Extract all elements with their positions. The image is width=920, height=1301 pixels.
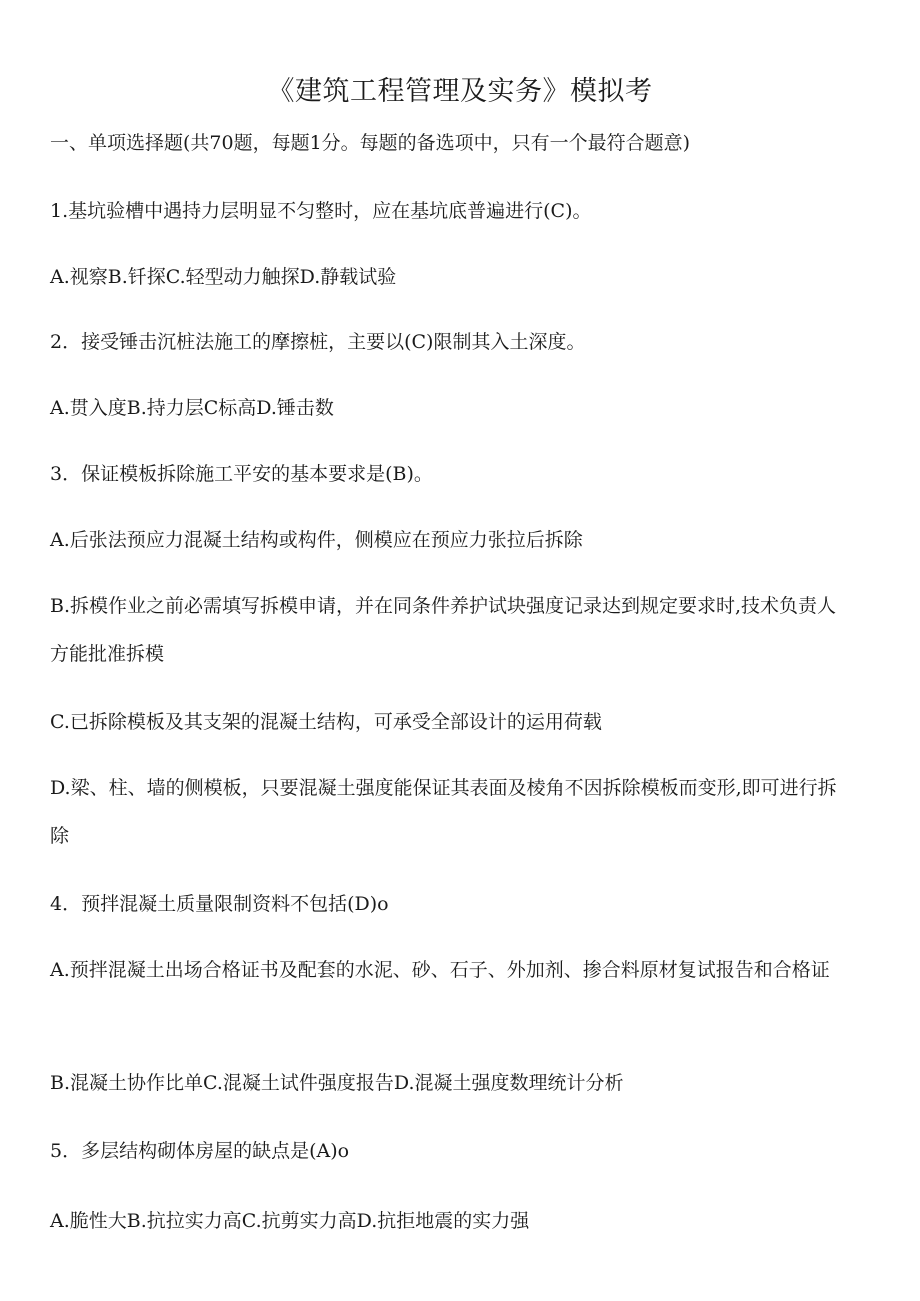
question-5: 5．多层结构砌体房屋的缺点是(A)o xyxy=(50,1140,350,1162)
question-3-option-a: A.后张法预应力混凝土结构或构件，侧模应在预应力张拉后拆除 xyxy=(50,529,583,551)
section-heading: 一、单项选择题(共70题，每题1分。每题的备选项中，只有一个最符合题意) xyxy=(50,132,691,154)
question-5-options: A.脆性大B.抗拉实力高C.抗剪实力高D.抗拒地震的实力强 xyxy=(50,1210,530,1232)
question-3-option-b: B.拆模作业之前必需填写拆模申请，并在同条件养护试块强度记录达到规定要求时,技术负责人方能批准拆模 xyxy=(50,595,837,665)
document-title: 《建筑工程管理及实务》模拟考 xyxy=(267,76,653,107)
question-2: 2．接受锤击沉桩法施工的摩擦桩，主要以(C)限制其入土深度。 xyxy=(50,331,586,353)
question-3: 3．保证模板拆除施工平安的基本要求是(B)。 xyxy=(50,463,433,485)
question-3-option-d: D.梁、柱、墙的侧模板，只要混凝土强度能保证其表面及棱角不因拆除模板而变形,即可进行拆除 xyxy=(50,777,837,847)
question-4-options-bcd: B.混凝土协作比单C.混凝土试件强度报告D.混凝土强度数理统计分析 xyxy=(50,1072,624,1094)
question-3-option-c: C.已拆除模板及其支架的混凝土结构，可承受全部设计的运用荷载 xyxy=(50,711,602,733)
question-4-option-a: A.预拌混凝土出场合格证书及配套的水泥、砂、石子、外加剂、掺合料原材复试报告和合格证 xyxy=(50,959,830,981)
question-2-options: A.贯入度B.持力层C标高D.锤击数 xyxy=(50,397,334,419)
question-1-options: A.视察B.钎探C.轻型动力触探D.静载试验 xyxy=(50,266,397,288)
question-1: 1.基坑验槽中遇持力层明显不匀整时，应在基坑底普遍进行(C)。 xyxy=(50,200,592,222)
question-4: 4．预拌混凝土质量限制资料不包括(D)o xyxy=(50,893,389,915)
